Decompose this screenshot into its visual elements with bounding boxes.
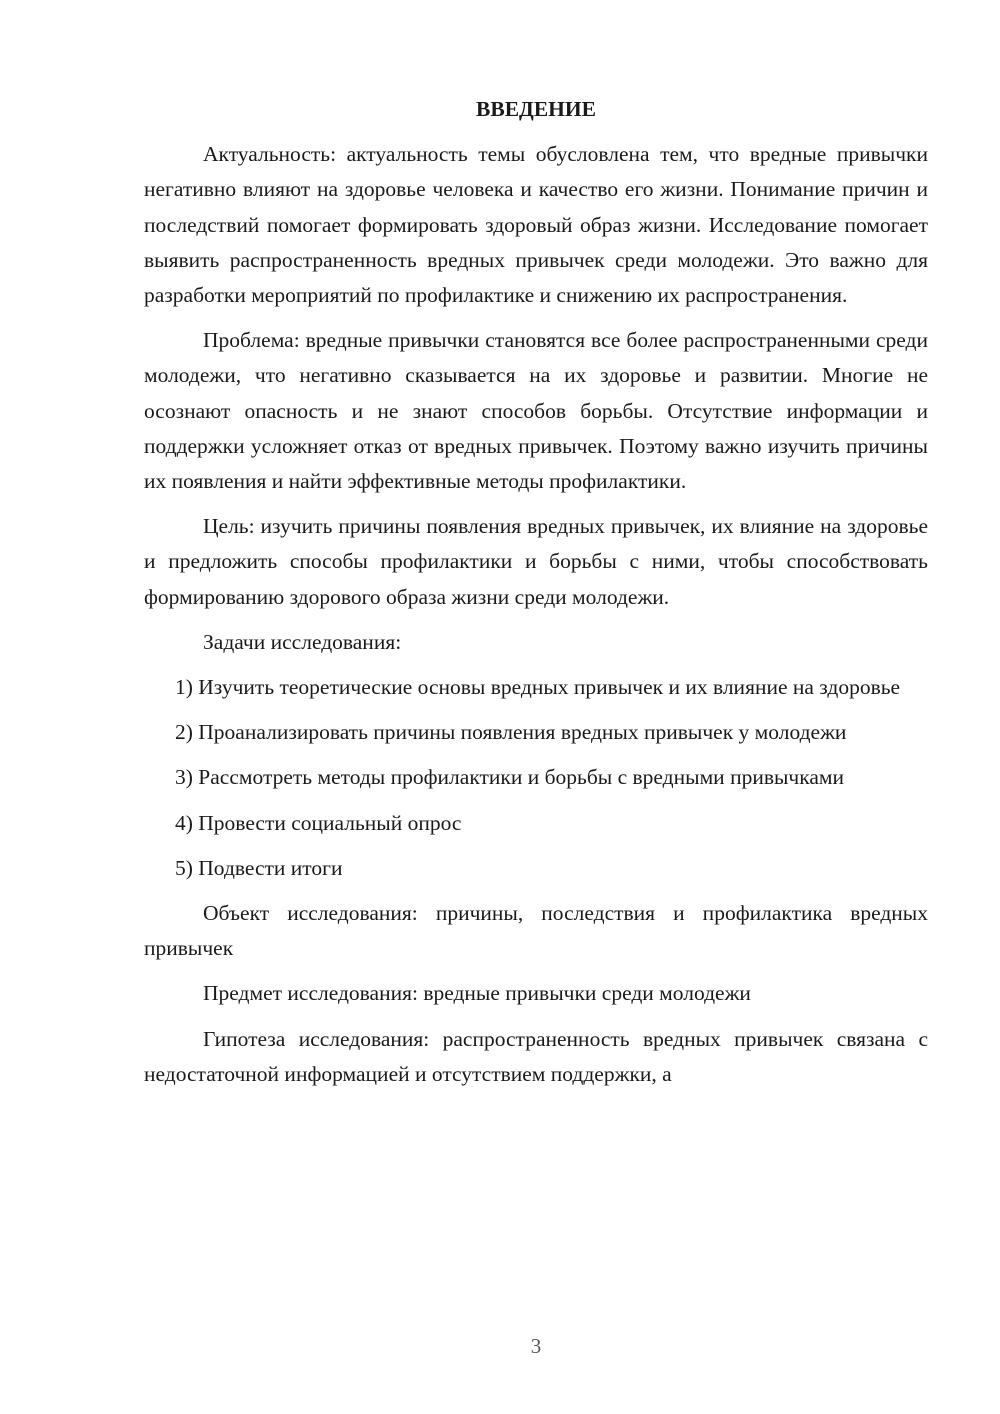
task-item-2: 2) Проанализировать причины появления вредных привычек у молодежи xyxy=(175,720,847,745)
task-item-5: 5) Подвести итоги xyxy=(175,855,343,880)
page-number: 3 xyxy=(530,1334,542,1358)
section-title: ВВЕДЕНИЕ xyxy=(476,97,596,121)
document-page xyxy=(144,92,928,1102)
object-paragraph: Объект исследования: причины, последствия и профилактика вредных привычек xyxy=(144,901,928,961)
task-item-4: 4) Провести социальный опрос xyxy=(175,810,462,835)
task-item-3: 3) Рассмотреть методы профилактики и борьбы с вредными привычками xyxy=(175,765,845,790)
tasks-heading: Задачи исследования: xyxy=(203,629,402,654)
task-item-1: 1) Изучить теоретические основы вредных привычек и их влияние на здоровье xyxy=(175,675,901,700)
goal-paragraph: Цель: изучить причины появления вредных привычек, их влияние на здоровье и предложить способы профилактики и борьбы с ними, чтобы способствовать формированию здорового образа жизни среди молодежи. xyxy=(144,514,928,609)
subject-paragraph: Предмет исследования: вредные привычки среди молодежи xyxy=(203,981,751,1006)
problem-paragraph: Проблема: вредные привычки становятся все более распространенными среди молодежи, что негативно сказывается на их здоровье и развитии. Многие не осознают опасность и не знают способов борьбы. Отсутствие информации и поддержки усложняет отказ от вредных привычек. Поэтому важно изучить причины их появления и найти эффективные методы профилактики. xyxy=(144,328,928,494)
relevance-paragraph: Актуальность: актуальность темы обусловлена тем, что вредные привычки негативно влияют на здоровье человека и качество его жизни. Понимание причин и последствий помогает формировать здоровый образ жизни. Исследование помогает выявить распространенность вредных привычек среди молодежи. Это важно для разработки мероприятий по профилактике и снижению их распространения. xyxy=(144,142,928,308)
hypothesis-paragraph: Гипотеза исследования: распространенность вредных привычек связана с недостаточной информацией и отсутствием поддержки, а xyxy=(144,1026,928,1086)
